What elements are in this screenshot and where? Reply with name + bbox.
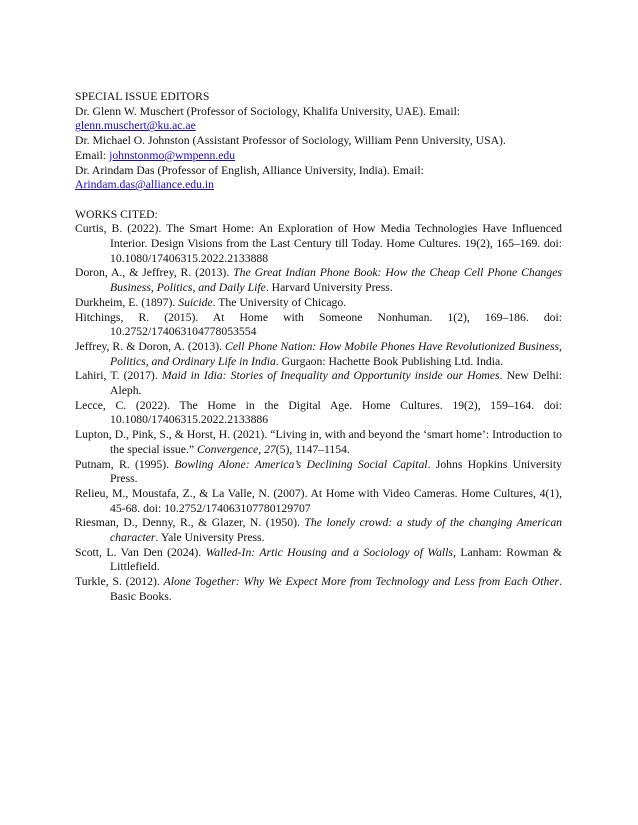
editor-2-email-prefix: Email: — [75, 148, 110, 162]
editor-3 — [75, 164, 562, 179]
editor-2-text: Dr. Michael O. Johnston (Assistant Professor of Sociology, William Penn University, USA). — [75, 134, 506, 148]
reference-entry: Jeffrey, R. & Doron, A. (2013). Cell Phone Nation: How Mobile Phones Have Revolutionized Business, Politics, and Ordinary Life in India. Gurgaon: Hachette Book Publishing Ltd. India. — [75, 339, 562, 368]
reference-entry: Relieu, M., Moustafa, Z., & La Valle, N. (2007). At Home with Video Cameras. Home Cultures, 4(1), 45-68. doi: 10.2752/174063107780129707 — [75, 486, 562, 515]
reference-entry: Durkheim, E. (1897). Suicide. The University of Chicago. — [75, 295, 347, 309]
reference-entry: Lecce, C. (2022). The Home in the Digital Age. Home Cultures. 19(2), 159–164. doi: 10.1080/17406315.2022.2133886 — [75, 398, 562, 427]
editor-1 — [75, 105, 562, 120]
reference-entry: Hitchings, R. (2015). At Home with Someone Nonhuman. 1(2), 169–186. doi: 10.2752/174063104778053554 — [75, 310, 562, 339]
editors-heading: SPECIAL ISSUE EDITORS — [75, 90, 210, 103]
reference-entry: Riesman, D., Denny, R., & Glazer, N. (1950). The lonely crowd: a study of the changing American character. Yale University Press. — [75, 516, 563, 545]
document-page — [75, 90, 562, 605]
editor-3-email-link[interactable]: Arindam.das@alliance.edu.in — [75, 178, 214, 192]
editor-1-text: Dr. Glenn W. Muschert (Professor of Sociology, Khalifa University, UAE). Email: — [75, 104, 461, 118]
editor-3-text: Dr. Arindam Das (Professor of English, Alliance University, India). Email: — [75, 163, 424, 177]
works-cited-heading: WORKS CITED: — [75, 207, 158, 221]
editor-2-email-link[interactable]: johnstonmo@wmpenn.edu — [109, 148, 236, 162]
reference-entry: Doron, A., & Jeffrey, R. (2013). The Great Indian Phone Book: How the Cheap Cell Phone Changes Business, Politics, and Daily Life. Harvard University Press. — [75, 266, 562, 295]
editor-2 — [75, 134, 562, 149]
reference-entry: Curtis, B. (2022). The Smart Home: An Exploration of How Media Technologies Have Influenced Interior. Design Visions from the Last Century till Today. Home Cultures. 19(2), 165–169. doi: 10.1080/17406315.2022.2133888 — [75, 222, 562, 265]
reference-entry: Turkle, S. (2012). Alone Together: Why We Expect More from Technology and Less from Each Other. Basic Books. — [75, 575, 563, 603]
reference-entry: Lupton, D., Pink, S., & Horst, H. (2021). “Living in, with and beyond the ‘smart home’: Introduction to the special issue.” Convergence, 27(5), 1147–1154. — [75, 428, 562, 456]
reference-entry: Scott, L. Van Den (2024). Walled-In: Artic Housing and a Sociology of Walls, Lanham: Rowman & Littlefield. — [75, 545, 562, 574]
reference-entry: Putnam, R. (1995). Bowling Alone: America’s Declining Social Capital. Johns Hopkins University Press. — [75, 457, 562, 486]
editor-1-email-link[interactable]: glenn.muschert@ku.ac.ae — [75, 119, 196, 133]
section-spacer — [75, 193, 562, 208]
reference-entry: Lahiri, T. (2017). Maid in Idia: Stories of Inequality and Opportunity inside our Homes. New Delhi: Aleph. — [75, 369, 563, 398]
